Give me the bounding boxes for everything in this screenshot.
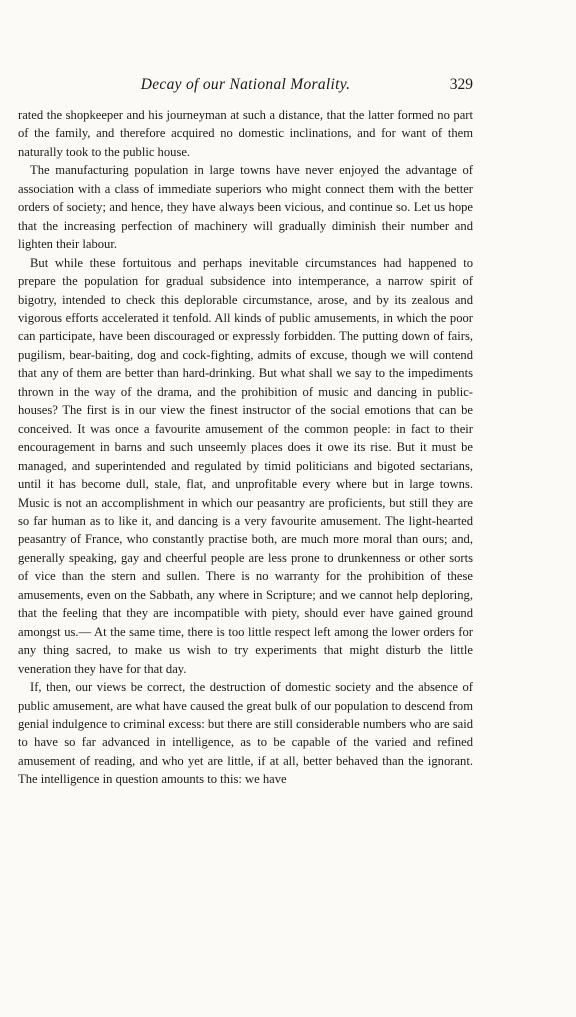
paragraph: But while these fortuitous and perhaps inevitable circumstances had happened to prepare the population for gradual subsidence into intemperance, a narrow spirit of bigotry, intended to check this deplorable circumstance, arose, and by its zealous and vigorous efforts accelerated it tenfold. All kinds of public amusements, in which the poor can participate, have been discouraged or expressly forbidden. The putting down of fairs, pugilism, bear-baiting, dog and cock-fighting, admits of excuse, though we will contend that any of them are better than hard-drinking. But what shall we say to the impediments thrown in the way of the drama, and the prohibition of music and dancing in public-houses? The first is in our view the finest instructor of the social emotions that can be conceived. It was once a favourite amusement of the common people: in fact to their encouragement in barns and such unseemly places does it owe its rise. But it must be managed, and superintended and regulated by timid politicians and bigoted sectarians, until it has become dull, stale, flat, and unprofitable every where but in large towns. Music is not an accomplishment in which our peasantry are proficients, but still they are so far human as to like it, and dancing is a very favourite amusement. The light-hearted peasantry of France, who constantly practise both, are much more moral than ours; and, generally speaking, gay and cheerful people are less prone to drunkenness or other sorts of vice than the stern and sullen. There is no warranty for the prohibition of these amusements, even on the Sabbath, any where in Scripture; and we cannot help deploring, that the feeling that they are incompatible with piety, should ever have gained ground amongst us.— At the same time, there is too little respect left among the lower orders for any thing sacred, to make us wish to try experiments that might disturb the little veneration they have for that day.	[18, 255, 473, 676]
book-page	[18, 76, 473, 789]
paragraph-continued: rated the shopkeeper and his journeyman at such a distance, that the latter formed no part of the family, and therefore acquired no domestic inclinations, and for want of them naturally took to the public house.	[18, 108, 473, 159]
page-number: 329	[449, 76, 473, 93]
body-text	[18, 106, 473, 789]
paragraph: If, then, our views be correct, the destruction of domestic society and the absence of public amusement, are what have caused the great bulk of our population to descend from genial indulgence to criminal excess: but there are still considerable numbers who are said to have so far advanced in intelligence, as to be capable of the varied and refined amusement of reading, and who yet are little, if at all, better behaved than the ignorant. The intelligence in question amounts to this: we have	[18, 680, 473, 787]
running-head: Decay of our National Morality.	[140, 76, 351, 93]
paragraph: The manufacturing population in large towns have never enjoyed the advantage of association with a class of immediate superiors who might connect them with the better orders of society; and hence, they have always been vicious, and continue so. Let us hope that the increasing perfection of machinery will gradually diminish their number and lighten their labour.	[18, 163, 473, 252]
page-header	[18, 76, 473, 106]
